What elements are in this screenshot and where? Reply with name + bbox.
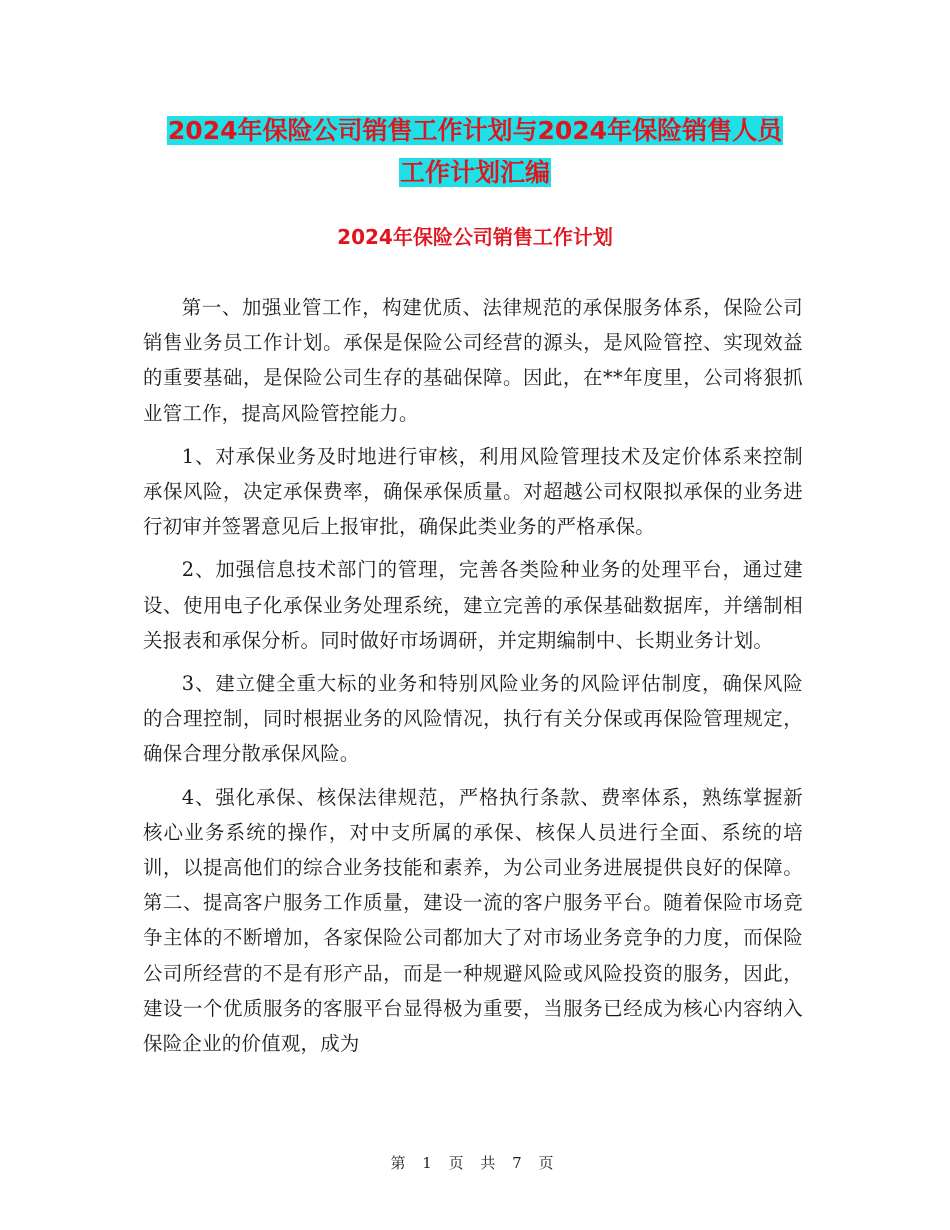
paragraph: 第一、加强业管工作，构建优质、法律规范的承保服务体系，保险公司销售业务员工作计划。承保是保险公司经营的源头，是风险管控、实现效益的重要基础，是保险公司生存的基础保障。因此，在**年度里，公司将狠抓业管工作，提高风险管控能力。 (143, 296, 803, 425)
paragraph: 2、加强信息技术部门的管理，完善各类险种业务的处理平台，通过建设、使用电子化承保业务处理系统，建立完善的承保基础数据库，并缮制相关报表和承保分析。同时做好市场调研，并定期编制中、长期业务计划。 (143, 558, 803, 652)
paragraph: 4、强化承保、核保法律规范，严格执行条款、费率体系，熟练掌握新核心业务系统的操作，对中支所属的承保、核保人员进行全面、系统的培训，以提高他们的综合业务技能和素养，为公司业务进展提供良好的保障。第二、提高客户服务工作质量，建设一流的客户服务平台。随着保险市场竞争主体的不断增加，各家保险公司都加大了对市场业务竞争的力度，而保险公司所经营的不是有形产品，而是一种规避风险或风险投资的服务，因此，建设一个优质服务的客服平台显得极为重要，当服务已经成为核心内容纳入保险企业的价值观，成为 (143, 785, 803, 1056)
paragraph: 1、对承保业务及时地进行审核，利用风险管理技术及定价体系来控制承保风险，决定承保费率，确保承保质量。对超越公司权限拟承保的业务进行初审并签署意见后上报审批，确保此类业务的严格承保。 (143, 444, 803, 539)
document-title-line-1: 2024年保险公司销售工作计划与2024年保险销售人员 (167, 116, 783, 145)
page-footer: 第 1 页 共 7 页 (390, 1154, 560, 1172)
document-title-line-2: 工作计划汇编 (399, 158, 550, 187)
paragraph: 3、建立健全重大标的业务和特别风险业务的风险评估制度，确保风险的合理控制，同时根据业务的风险情况，执行有关分保或再保险管理规定，确保合理分散承保风险。 (143, 672, 803, 766)
section-title: 2024年保险公司销售工作计划 (337, 225, 613, 249)
document-body (143, 290, 803, 1069)
document-title (0, 110, 950, 194)
